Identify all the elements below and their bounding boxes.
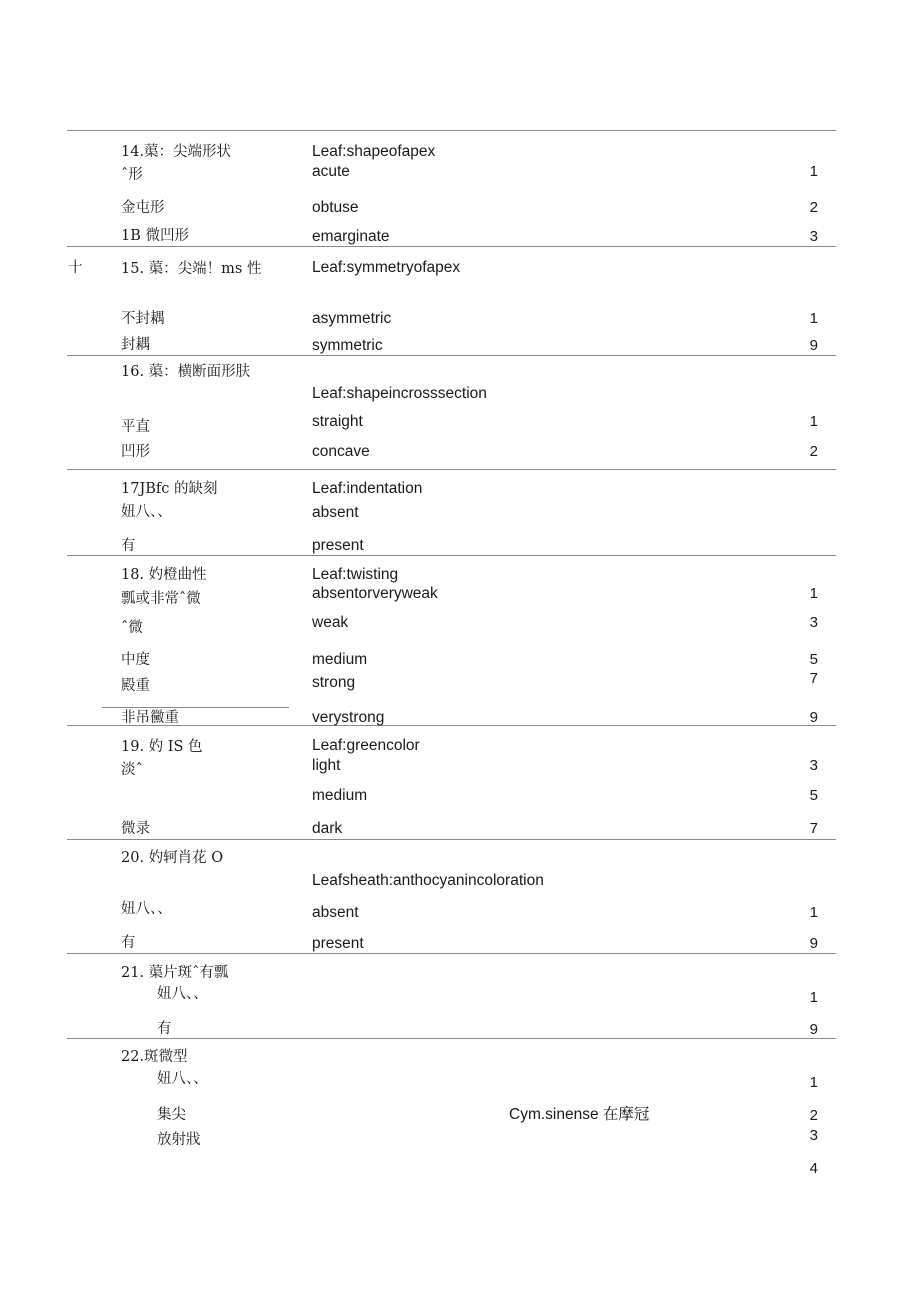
state-en: medium xyxy=(312,651,368,668)
state-code: 1 xyxy=(809,413,818,430)
state-code: 2 xyxy=(809,1107,818,1124)
section-title-en: Leaf:twisting xyxy=(312,566,399,583)
state-zh: 不封耦 xyxy=(121,311,165,327)
state-en: asymmetric xyxy=(312,310,392,327)
state-code: 1 xyxy=(809,310,818,327)
section-title-zh: 22.斑微型 xyxy=(121,1049,188,1065)
state-en: concave xyxy=(312,443,370,460)
state-code: 4 xyxy=(809,1160,818,1177)
state-code: 9 xyxy=(809,1021,818,1038)
state-code: 1 xyxy=(809,585,818,602)
section-title-en: Leafsheath:anthocyanincoloration xyxy=(312,872,544,889)
section-title-zh: 15. 蕖：尖端！ms 性 xyxy=(121,261,262,277)
state-code: 9 xyxy=(809,709,818,726)
state-en: absent xyxy=(312,504,359,521)
state-zh: 凹形 xyxy=(121,444,150,460)
section-title-en: Leaf:shapeincrosssection xyxy=(312,385,487,402)
state-zh: 有 xyxy=(121,538,136,554)
state-code: 5 xyxy=(809,651,818,668)
section-divider xyxy=(67,725,836,726)
state-code: 9 xyxy=(809,337,818,354)
state-en: emarginate xyxy=(312,228,390,245)
state-code: 3 xyxy=(809,757,818,774)
state-en: verystrong xyxy=(312,709,385,726)
state-zh: 有 xyxy=(157,1021,172,1037)
state-en: symmetric xyxy=(312,337,383,354)
section-title-zh: 17JBfc 的缺刻 xyxy=(121,481,218,497)
state-en: light xyxy=(312,757,341,774)
state-code: 3 xyxy=(809,228,818,245)
section-divider xyxy=(67,355,836,356)
state-zh: 放射戕 xyxy=(157,1132,201,1148)
partial-divider xyxy=(102,707,289,708)
state-en: present xyxy=(312,537,364,554)
state-zh: 金屯形 xyxy=(121,200,165,216)
state-en: absent xyxy=(312,904,359,921)
section-divider xyxy=(67,953,836,954)
section-title-zh: 14.蕖：尖端形状 xyxy=(121,144,232,160)
state-en: acute xyxy=(312,163,350,180)
state-en: present xyxy=(312,935,364,952)
state-en: medium xyxy=(312,787,368,804)
state-zh: 妞八、、 xyxy=(157,1071,208,1087)
section-divider xyxy=(67,1038,836,1039)
state-zh: ˆ形 xyxy=(121,167,143,183)
state-zh: 妞八、、 xyxy=(157,986,208,1002)
state-code: 5 xyxy=(809,787,818,804)
section-divider xyxy=(67,839,836,840)
state-zh: 殿重 xyxy=(121,678,150,694)
state-zh: 中度 xyxy=(121,652,150,668)
state-zh: 微录 xyxy=(121,821,150,837)
state-zh: 有 xyxy=(121,935,136,951)
state-code: 7 xyxy=(809,670,818,687)
section-divider xyxy=(67,246,836,247)
section-title-zh: 19. 妁 IS 色 xyxy=(121,739,203,755)
section-divider xyxy=(67,469,836,470)
state-zh: 1B 微凹形 xyxy=(121,228,189,244)
section-title-en: Leaf:symmetryofapex xyxy=(312,259,461,276)
section-title-zh: 21. 蕖片斑ˆ有瓢 xyxy=(121,965,229,981)
state-zh: 妞八、、 xyxy=(121,901,172,917)
state-en: straight xyxy=(312,413,363,430)
state-code: 9 xyxy=(809,935,818,952)
state-code: 1 xyxy=(809,1074,818,1091)
state-zh: ˆ微 xyxy=(121,620,143,636)
state-zh: 妞八、、 xyxy=(121,504,172,520)
state-code: 1 xyxy=(809,904,818,921)
section-title-zh: 18. 妁橙曲性 xyxy=(121,567,207,583)
state-code: 2 xyxy=(809,199,818,216)
state-en: absentorveryweak xyxy=(312,585,438,602)
state-code: 3 xyxy=(809,1127,818,1144)
section-title-zh: 20. 妁轲肖花 O xyxy=(121,850,224,866)
state-en: strong xyxy=(312,674,356,691)
state-code: 3 xyxy=(809,614,818,631)
state-zh: 平直 xyxy=(121,419,150,435)
reference-note: Cym.sinense 在摩冠 xyxy=(509,1106,650,1123)
section-title-en: Leaf:indentation xyxy=(312,480,423,497)
state-zh: 集尖 xyxy=(157,1107,186,1123)
state-code: 1 xyxy=(809,163,818,180)
state-en: dark xyxy=(312,820,343,837)
section-title-en: Leaf:greencolor xyxy=(312,737,420,754)
state-zh: 非吊黴重 xyxy=(121,710,179,726)
state-code: 1 xyxy=(809,989,818,1006)
section-title-en: Leaf:shapeofapex xyxy=(312,143,436,160)
state-en: weak xyxy=(312,614,349,631)
state-en: obtuse xyxy=(312,199,359,216)
state-code: 2 xyxy=(809,443,818,460)
state-code: 7 xyxy=(809,820,818,837)
state-zh: 封耦 xyxy=(121,337,150,353)
margin-marker: 十 xyxy=(68,260,83,276)
section-divider xyxy=(67,130,836,131)
state-zh: 淡ˆ xyxy=(121,762,143,778)
section-divider xyxy=(67,555,836,556)
state-zh: 瓢或非常ˆ微 xyxy=(121,591,201,607)
section-title-zh: 16. 蕖：横断面形肤 xyxy=(121,364,251,380)
